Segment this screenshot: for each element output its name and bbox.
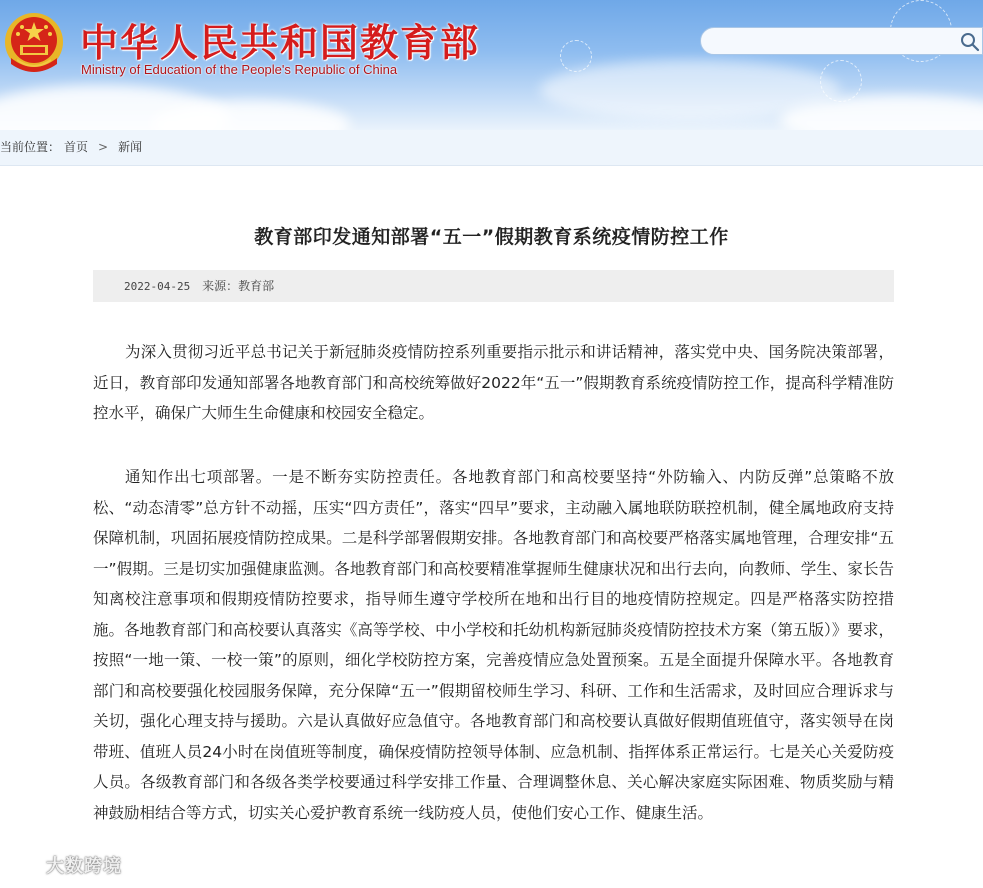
search-input[interactable] [700,27,983,55]
breadcrumb-separator: > [98,140,109,154]
site-title[interactable]: 中华人民共和国教育部 [80,21,481,65]
breadcrumb-home-link[interactable]: 首页 [64,140,89,154]
breadcrumb-prefix: 当前位置： [0,140,61,154]
article-date: 2022-04-25 [124,280,191,293]
watermark-logo-icon [6,854,46,880]
site-subtitle: Ministry of Education of the People's Republic of China [81,62,398,77]
article-title: 教育部印发通知部署“五一”假期教育系统疫情防控工作 [254,226,729,248]
article-paragraph: 通知作出七项部署。一是不断夯实防控责任。各地教育部门和高校要坚持“外防输入、内防反弹”总策略不放松、“动态清零”总方针不动摇，压实“四方责任”，落实“四早”要求，主动融入属地联防联控机制，健全属地政府支持保障机制，巩固拓展疫情防控成果。二是科学部署假期安排。各地教育部门和高校要严格落实属地管理，合理安排“五一”假期。三是切实加强健康监测。各地教育部门和高校要精准掌握师生健康状况和出行去向，向教师、学生、家长告知离校注意事项和假期疫情防控要求，指导师生遵守学校所在地和出行目的地疫情防控规定。四是严格落实防控措施。各地教育部门和高校要认真落实《高等学校、中小学校和托幼机构新冠肺炎疫情防控技术方案（第五版）》要求，按照“一地一策、一校一策”的原则，细化学校防控方案，完善疫情应急处置预案。五是全面提升保障水平。各地教育部门和高校要强化校园服务保障，充分保障“五一”假期留校师生学习、科研、工作和生活需求，及时回应合理诉求与关切，强化心理支持与援助。六是认真做好应急值守。各地教育部门和高校要认真做好假期值班值守，落实领导在岗带班、值班人员24小时在岗值班等制度，确保疫情防控领导体制、应急机制、指挥体系正常运行。七是关心关爱防疫人员。各级教育部门和各级各类学校要通过科学安排工作量、合理调整休息、关心解决家庭实际困难、物质奖励与精神鼓励相结合等方式，切实关心爱护教育系统一线防疫人员，使他们安心工作、健康生活。 [93,468,894,822]
breadcrumb-news-link[interactable]: 新闻 [118,140,143,154]
watermark-text: 大数跨境 [46,856,122,877]
breadcrumb [0,130,983,166]
search-icon[interactable] [960,32,980,52]
article-meta-bar [93,270,894,302]
article-source: 来源：教育部 [202,279,275,293]
watermark [6,852,122,882]
article-paragraph: 为深入贯彻习近平总书记关于新冠肺炎疫情防控系列重要指示批示和讲话精神，落实党中央、国务院决策部署，近日，教育部印发通知部署各地教育部门和高校统筹做好2022年“五一”假期教育系统疫情防控工作，提高科学精准防控水平，确保广大师生生命健康和校园安全稳定。 [93,343,894,422]
header-banner [0,0,983,130]
national-emblem-icon [3,10,65,78]
